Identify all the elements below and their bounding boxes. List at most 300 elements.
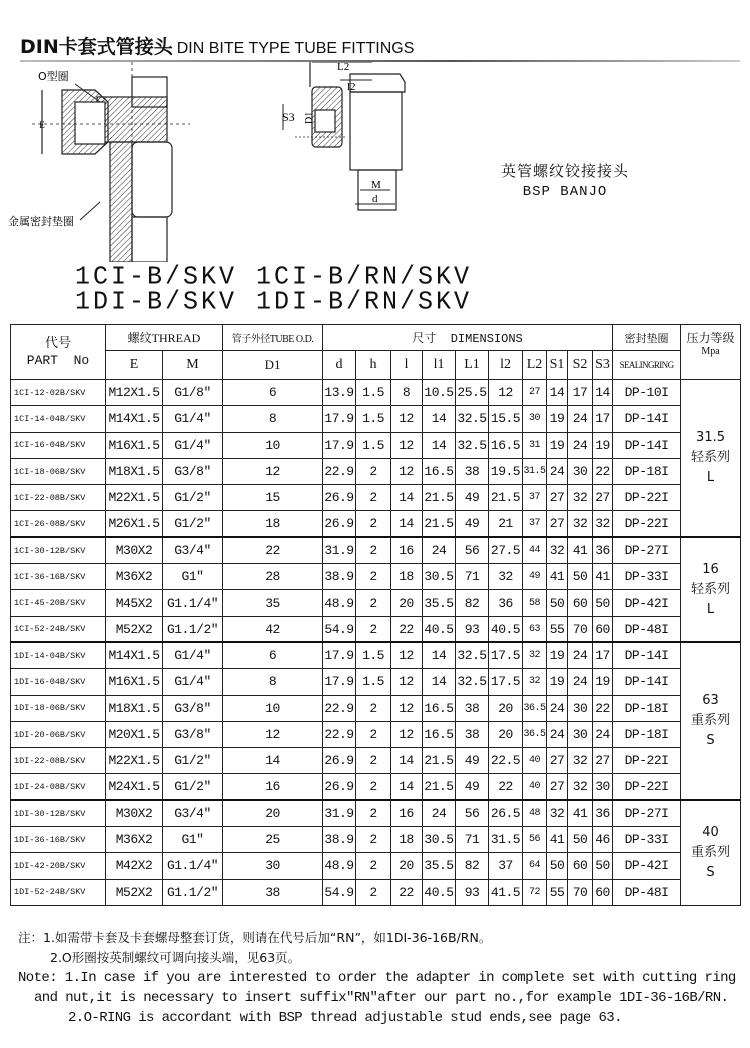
cell-dim-l2: 32 — [489, 564, 523, 590]
cell-dim-s2: 32 — [568, 774, 593, 800]
header-thread: 螺纹THREAD — [106, 325, 223, 351]
table-row — [11, 380, 741, 406]
cell-sealing-ring: DP-14I — [613, 642, 681, 668]
header-dim-d: d — [323, 351, 356, 380]
header-part-cn: 代号 — [44, 336, 71, 351]
cell-dim-l1: 16.5 — [423, 721, 456, 747]
pressure-group — [681, 380, 741, 538]
cell-sealing-ring: DP-22I — [613, 748, 681, 774]
cell-thread-e: M45X2 — [106, 590, 163, 616]
cell-dim-l2: 20 — [489, 721, 523, 747]
cell-dim-l2: 40.5 — [489, 616, 523, 642]
pressure-series: 轻系列 — [691, 450, 731, 466]
cell-dim-h: 2 — [356, 590, 391, 616]
cell-dim-L2: 31.5 — [523, 458, 547, 484]
cell-sealing-ring: DP-48I — [613, 616, 681, 642]
cell-dim-s1: 14 — [547, 380, 568, 406]
cell-dim-L1: 25.5 — [456, 380, 489, 406]
cell-dim-h: 2 — [356, 616, 391, 642]
cell-tube-d1: 8 — [223, 669, 323, 695]
cell-dim-L1: 93 — [456, 879, 489, 905]
title-cn: DIN卡套式管接头 — [20, 36, 173, 58]
model-1di-b-rn-skv: 1DI-B/RN/SKV — [256, 286, 473, 317]
cell-thread-m: G1/8" — [163, 380, 223, 406]
cell-dim-h: 2 — [356, 827, 391, 853]
cell-dim-s3: 19 — [593, 432, 613, 458]
cell-thread-m: G1/2" — [163, 485, 223, 511]
cell-dim-s2: 32 — [568, 511, 593, 537]
cell-dim-s1: 19 — [547, 669, 568, 695]
cell-dim-l: 12 — [391, 695, 423, 721]
cell-dim-s3: 17 — [593, 406, 613, 432]
cell-dim-h: 1.5 — [356, 380, 391, 406]
table-row — [11, 458, 741, 484]
cell-dim-s1: 50 — [547, 853, 568, 879]
cell-dim-d: 17.9 — [323, 669, 356, 695]
cell-dim-l2: 41.5 — [489, 879, 523, 905]
cell-sealing-ring: DP-33I — [613, 827, 681, 853]
cell-sealing-ring: DP-22I — [613, 485, 681, 511]
pressure-group — [681, 800, 741, 905]
cell-dim-l2: 22 — [489, 774, 523, 800]
cell-dim-L1: 32.5 — [456, 432, 489, 458]
cell-dim-h: 2 — [356, 485, 391, 511]
banjo-caption-cn: 英管螺纹铰接接头 — [500, 162, 629, 180]
cell-thread-e: M30X2 — [106, 800, 163, 826]
cell-dim-l2: 21.5 — [489, 485, 523, 511]
cell-dim-s2: 24 — [568, 669, 593, 695]
cell-dim-l: 12 — [391, 432, 423, 458]
banjo-caption-en: BSP BANJO — [522, 184, 608, 200]
cell-thread-e: M20X1.5 — [106, 721, 163, 747]
note-en-2: 2.O-RING is accordant with BSP thread adjustable stud ends,see page 63. — [68, 1010, 622, 1026]
cell-sealing-ring: DP-22I — [613, 511, 681, 537]
cell-dim-l: 22 — [391, 616, 423, 642]
cell-dim-l1: 21.5 — [423, 511, 456, 537]
dim-M-label: M — [371, 179, 381, 191]
header-pressure-cn: 压力等级 — [686, 331, 735, 345]
table-row — [11, 695, 741, 721]
cell-dim-l1: 24 — [423, 800, 456, 826]
cell-tube-d1: 15 — [223, 485, 323, 511]
cell-dim-s1: 50 — [547, 590, 568, 616]
cell-dim-L1: 49 — [456, 774, 489, 800]
cell-dim-s3: 50 — [593, 590, 613, 616]
cell-dim-l2: 17.5 — [489, 642, 523, 668]
table-row — [11, 827, 741, 853]
cell-dim-s2: 17 — [568, 380, 593, 406]
cell-dim-s3: 22 — [593, 695, 613, 721]
cell-thread-e: M14X1.5 — [106, 406, 163, 432]
cell-tube-d1: 22 — [223, 537, 323, 563]
cell-dim-h: 1.5 — [356, 642, 391, 668]
cell-dim-s2: 50 — [568, 827, 593, 853]
table-row — [11, 800, 741, 826]
cell-part-no: 1DI-22-08B/SKV — [11, 748, 106, 774]
pressure-series: 轻系列 — [691, 581, 731, 597]
cell-thread-m: G1.1/2" — [163, 616, 223, 642]
cell-sealing-ring: DP-18I — [613, 721, 681, 747]
cell-dim-l2: 12 — [489, 380, 523, 406]
cell-thread-e: M52X2 — [106, 616, 163, 642]
cell-dim-l2: 15.5 — [489, 406, 523, 432]
cell-dim-L1: 38 — [456, 458, 489, 484]
dim-L2-label: L2 — [337, 62, 350, 73]
cell-sealing-ring: DP-27I — [613, 537, 681, 563]
cell-tube-d1: 10 — [223, 432, 323, 458]
cell-dim-l: 14 — [391, 748, 423, 774]
cell-dim-L1: 56 — [456, 537, 489, 563]
pressure-code: L — [706, 470, 715, 486]
cell-dim-h: 2 — [356, 458, 391, 484]
cell-dim-l1: 40.5 — [423, 616, 456, 642]
header-dim-L2: L2 — [523, 351, 547, 380]
table-row — [11, 432, 741, 458]
dimensions-table — [10, 324, 741, 906]
header-part-en: PART No — [26, 353, 90, 368]
cell-dim-L1: 32.5 — [456, 406, 489, 432]
cell-sealing-ring: DP-48I — [613, 879, 681, 905]
pressure-code: L — [706, 601, 715, 617]
cell-sealing-ring: DP-42I — [613, 590, 681, 616]
cell-tube-d1: 38 — [223, 879, 323, 905]
cell-part-no: 1DI-24-08B/SKV — [11, 774, 106, 800]
cell-dim-s3: 41 — [593, 564, 613, 590]
left-fitting-drawing — [32, 62, 190, 262]
note-cn-1: 注：1.如需带卡套及卡套螺母整套订货，则请在代号后加“RN”，如1DI-36-16B/RN。 — [18, 930, 492, 945]
cell-sealing-ring: DP-10I — [613, 380, 681, 406]
cell-thread-m: G3/8" — [163, 721, 223, 747]
header-dimensions: 尺寸 DIMENSIONS — [323, 325, 613, 351]
cell-dim-s3: 60 — [593, 616, 613, 642]
cell-dim-l1: 35.5 — [423, 590, 456, 616]
cell-sealing-ring: DP-42I — [613, 853, 681, 879]
table-row — [11, 721, 741, 747]
cell-thread-e: M42X2 — [106, 853, 163, 879]
cell-dim-s1: 41 — [547, 564, 568, 590]
cell-dim-l1: 14 — [423, 406, 456, 432]
pressure-value: 31.5 — [696, 430, 725, 446]
cell-thread-m: G1.1/4" — [163, 590, 223, 616]
cell-dim-d: 48.9 — [323, 590, 356, 616]
table-row — [11, 748, 741, 774]
cell-dim-s3: 27 — [593, 485, 613, 511]
cell-dim-s2: 32 — [568, 748, 593, 774]
cell-dim-s3: 32 — [593, 511, 613, 537]
cell-thread-m: G3/8" — [163, 458, 223, 484]
cell-dim-d: 26.9 — [323, 774, 356, 800]
cell-dim-L1: 71 — [456, 564, 489, 590]
cell-dim-l: 18 — [391, 827, 423, 853]
cell-thread-m: G3/4" — [163, 800, 223, 826]
cell-dim-L1: 82 — [456, 590, 489, 616]
cell-dim-l1: 14 — [423, 669, 456, 695]
cell-dim-s2: 30 — [568, 721, 593, 747]
pressure-series: 重系列 — [691, 713, 731, 729]
cell-dim-l2: 22.5 — [489, 748, 523, 774]
cell-dim-h: 2 — [356, 774, 391, 800]
table-row — [11, 590, 741, 616]
pressure-series: 重系列 — [691, 845, 731, 861]
cell-dim-d: 26.9 — [323, 511, 356, 537]
cell-dim-s1: 27 — [547, 748, 568, 774]
header-dim-l: l — [391, 351, 423, 380]
cell-dim-s3: 27 — [593, 748, 613, 774]
cell-dim-s3: 19 — [593, 669, 613, 695]
cell-dim-L2: 63 — [523, 616, 547, 642]
cell-dim-L2: 36.5 — [523, 695, 547, 721]
cell-dim-s1: 19 — [547, 406, 568, 432]
cell-dim-h: 1.5 — [356, 669, 391, 695]
pressure-code: S — [706, 865, 715, 881]
cell-tube-d1: 42 — [223, 616, 323, 642]
table-row — [11, 879, 741, 905]
cell-dim-s1: 27 — [547, 511, 568, 537]
cell-dim-l: 14 — [391, 485, 423, 511]
cell-dim-l: 20 — [391, 853, 423, 879]
pressure-group — [681, 537, 741, 642]
table-row — [11, 669, 741, 695]
cell-dim-l1: 21.5 — [423, 774, 456, 800]
dim-d-label: d — [372, 193, 378, 205]
cell-dim-L2: 37 — [523, 511, 547, 537]
cell-dim-l: 20 — [391, 590, 423, 616]
cell-thread-e: M30X2 — [106, 537, 163, 563]
cell-dim-s1: 41 — [547, 827, 568, 853]
cell-dim-L2: 49 — [523, 564, 547, 590]
cell-dim-s1: 32 — [547, 537, 568, 563]
cell-dim-l2: 27.5 — [489, 537, 523, 563]
header-M: M — [163, 351, 223, 380]
cell-thread-m: G1" — [163, 827, 223, 853]
cell-part-no: 1CI-36-16B/SKV — [11, 564, 106, 590]
cell-thread-e: M18X1.5 — [106, 695, 163, 721]
cell-dim-l: 12 — [391, 721, 423, 747]
cell-thread-m: G1/4" — [163, 406, 223, 432]
header-D1: D1 — [223, 351, 323, 380]
cell-dim-L2: 64 — [523, 853, 547, 879]
cell-dim-s2: 70 — [568, 879, 593, 905]
cell-dim-s2: 70 — [568, 616, 593, 642]
cell-thread-e: M16X1.5 — [106, 432, 163, 458]
cell-dim-s3: 50 — [593, 853, 613, 879]
cell-part-no: 1CI-16-04B/SKV — [11, 432, 106, 458]
cell-dim-s3: 46 — [593, 827, 613, 853]
cell-part-no: 1CI-52-24B/SKV — [11, 616, 106, 642]
cell-dim-h: 2 — [356, 721, 391, 747]
cell-dim-s1: 19 — [547, 432, 568, 458]
cell-dim-s2: 32 — [568, 485, 593, 511]
table-row — [11, 537, 741, 563]
table-row — [11, 616, 741, 642]
cell-dim-l: 16 — [391, 800, 423, 826]
cell-dim-l: 12 — [391, 642, 423, 668]
cell-dim-L2: 48 — [523, 800, 547, 826]
table-row — [11, 511, 741, 537]
cell-tube-d1: 20 — [223, 800, 323, 826]
cell-thread-e: M52X2 — [106, 879, 163, 905]
header-E: E — [106, 351, 163, 380]
header-dim-S2: S2 — [568, 351, 593, 380]
cell-dim-L1: 49 — [456, 748, 489, 774]
note-en-1: Note: 1.In case if you are interested to order the adapter in complete set with cutting ring — [18, 970, 736, 986]
cell-dim-s3: 17 — [593, 642, 613, 668]
cell-thread-m: G1/4" — [163, 432, 223, 458]
dim-D1-label: D1 — [304, 111, 315, 124]
cell-thread-m: G1.1/4" — [163, 853, 223, 879]
table-row — [11, 853, 741, 879]
cell-dim-L1: 82 — [456, 853, 489, 879]
cell-tube-d1: 35 — [223, 590, 323, 616]
cell-part-no: 1DI-52-24B/SKV — [11, 879, 106, 905]
cell-dim-s1: 55 — [547, 616, 568, 642]
header-dim-l1: l1 — [423, 351, 456, 380]
header-seal-cn: 密封垫圈 — [613, 325, 681, 351]
pressure-group — [681, 642, 741, 800]
cell-dim-s1: 24 — [547, 721, 568, 747]
model-1ci-b-rn-skv: 1CI-B/RN/SKV — [256, 261, 473, 292]
cell-part-no: 1DI-18-06B/SKV — [11, 695, 106, 721]
cell-dim-s3: 24 — [593, 721, 613, 747]
cell-dim-s1: 24 — [547, 695, 568, 721]
cell-dim-d: 54.9 — [323, 616, 356, 642]
cell-part-no: 1CI-22-08B/SKV — [11, 485, 106, 511]
cell-dim-d: 26.9 — [323, 748, 356, 774]
cell-tube-d1: 6 — [223, 380, 323, 406]
cell-sealing-ring: DP-14I — [613, 432, 681, 458]
cell-dim-d: 31.9 — [323, 800, 356, 826]
cell-sealing-ring: DP-33I — [613, 564, 681, 590]
cell-part-no: 1DI-36-16B/SKV — [11, 827, 106, 853]
cell-part-no: 1CI-30-12B/SKV — [11, 537, 106, 563]
cell-part-no: 1DI-14-04B/SKV — [11, 642, 106, 668]
cell-dim-s2: 24 — [568, 406, 593, 432]
cell-dim-s3: 22 — [593, 458, 613, 484]
cell-thread-e: M24X1.5 — [106, 774, 163, 800]
cell-dim-l1: 21.5 — [423, 485, 456, 511]
cell-tube-d1: 30 — [223, 853, 323, 879]
pressure-value: 16 — [702, 561, 719, 577]
cell-dim-l2: 37 — [489, 853, 523, 879]
cell-dim-l: 16 — [391, 537, 423, 563]
cell-dim-h: 2 — [356, 800, 391, 826]
cell-dim-l: 14 — [391, 774, 423, 800]
cell-dim-L2: 31 — [523, 432, 547, 458]
cell-dim-L1: 71 — [456, 827, 489, 853]
cell-part-no: 1DI-20-06B/SKV — [11, 721, 106, 747]
dim-l2-label: l2 — [347, 81, 356, 93]
cell-dim-l2: 17.5 — [489, 669, 523, 695]
cell-dim-L1: 38 — [456, 695, 489, 721]
header-dim-S1: S1 — [547, 351, 568, 380]
title-en: DIN BITE TYPE TUBE FITTINGS — [176, 40, 415, 57]
cell-dim-l1: 40.5 — [423, 879, 456, 905]
cell-thread-m: G1.1/2" — [163, 879, 223, 905]
cell-dim-d: 22.9 — [323, 695, 356, 721]
cell-dim-s2: 30 — [568, 458, 593, 484]
cell-dim-l: 12 — [391, 458, 423, 484]
cell-dim-L2: 40 — [523, 774, 547, 800]
cell-thread-e: M26X1.5 — [106, 511, 163, 537]
cell-dim-h: 2 — [356, 511, 391, 537]
cell-part-no: 1DI-42-20B/SKV — [11, 853, 106, 879]
cell-dim-l1: 10.5 — [423, 380, 456, 406]
cell-dim-L2: 72 — [523, 879, 547, 905]
cell-dim-h: 2 — [356, 853, 391, 879]
cell-dim-L2: 58 — [523, 590, 547, 616]
cell-dim-h: 2 — [356, 748, 391, 774]
cell-thread-m: G1/2" — [163, 748, 223, 774]
cell-dim-s1: 19 — [547, 642, 568, 668]
cell-dim-s1: 24 — [547, 458, 568, 484]
cell-dim-d: 17.9 — [323, 406, 356, 432]
cell-dim-d: 26.9 — [323, 485, 356, 511]
cell-dim-l: 8 — [391, 380, 423, 406]
cell-dim-L2: 32 — [523, 642, 547, 668]
cell-dim-h: 1.5 — [356, 406, 391, 432]
cell-dim-l1: 21.5 — [423, 748, 456, 774]
cell-thread-e: M36X2 — [106, 827, 163, 853]
table-body — [11, 380, 741, 906]
cell-dim-s2: 30 — [568, 695, 593, 721]
cell-tube-d1: 12 — [223, 458, 323, 484]
cell-dim-d: 17.9 — [323, 432, 356, 458]
cell-part-no: 1CI-26-08B/SKV — [11, 511, 106, 537]
cell-dim-l2: 36 — [489, 590, 523, 616]
cell-dim-l2: 19.5 — [489, 458, 523, 484]
cell-dim-h: 2 — [356, 879, 391, 905]
cell-dim-L1: 32.5 — [456, 642, 489, 668]
cell-thread-e: M16X1.5 — [106, 669, 163, 695]
cell-thread-m: G1/2" — [163, 774, 223, 800]
cell-tube-d1: 18 — [223, 511, 323, 537]
cell-dim-s1: 32 — [547, 800, 568, 826]
cell-dim-l1: 30.5 — [423, 827, 456, 853]
cell-dim-l1: 14 — [423, 432, 456, 458]
cell-dim-L1: 49 — [456, 511, 489, 537]
cell-part-no: 1DI-30-12B/SKV — [11, 800, 106, 826]
cell-dim-d: 38.9 — [323, 564, 356, 590]
cell-dim-l: 12 — [391, 669, 423, 695]
cell-part-no: 1CI-18-06B/SKV — [11, 458, 106, 484]
cell-tube-d1: 14 — [223, 748, 323, 774]
cell-thread-m: G1/4" — [163, 669, 223, 695]
cell-dim-d: 22.9 — [323, 458, 356, 484]
cell-dim-L1: 49 — [456, 485, 489, 511]
cell-sealing-ring: DP-18I — [613, 458, 681, 484]
cell-dim-l: 22 — [391, 879, 423, 905]
cell-part-no: 1DI-16-04B/SKV — [11, 669, 106, 695]
cell-dim-s2: 50 — [568, 564, 593, 590]
cell-dim-l1: 24 — [423, 537, 456, 563]
cell-tube-d1: 12 — [223, 721, 323, 747]
header-pressure-en: Mpa — [701, 346, 720, 357]
cell-thread-m: G3/4" — [163, 537, 223, 563]
table-row — [11, 642, 741, 668]
cell-dim-s3: 14 — [593, 380, 613, 406]
cell-dim-s3: 36 — [593, 537, 613, 563]
cell-dim-L2: 37 — [523, 485, 547, 511]
header-tube-od: 管子外径TUBE O.D. — [223, 325, 323, 351]
cell-dim-L2: 40 — [523, 748, 547, 774]
cell-dim-L2: 27 — [523, 380, 547, 406]
cell-dim-d: 54.9 — [323, 879, 356, 905]
dim-E-label: E — [39, 120, 45, 130]
cell-dim-s2: 60 — [568, 853, 593, 879]
cell-thread-m: G1/2" — [163, 511, 223, 537]
cell-dim-l1: 16.5 — [423, 458, 456, 484]
cell-thread-e: M14X1.5 — [106, 642, 163, 668]
